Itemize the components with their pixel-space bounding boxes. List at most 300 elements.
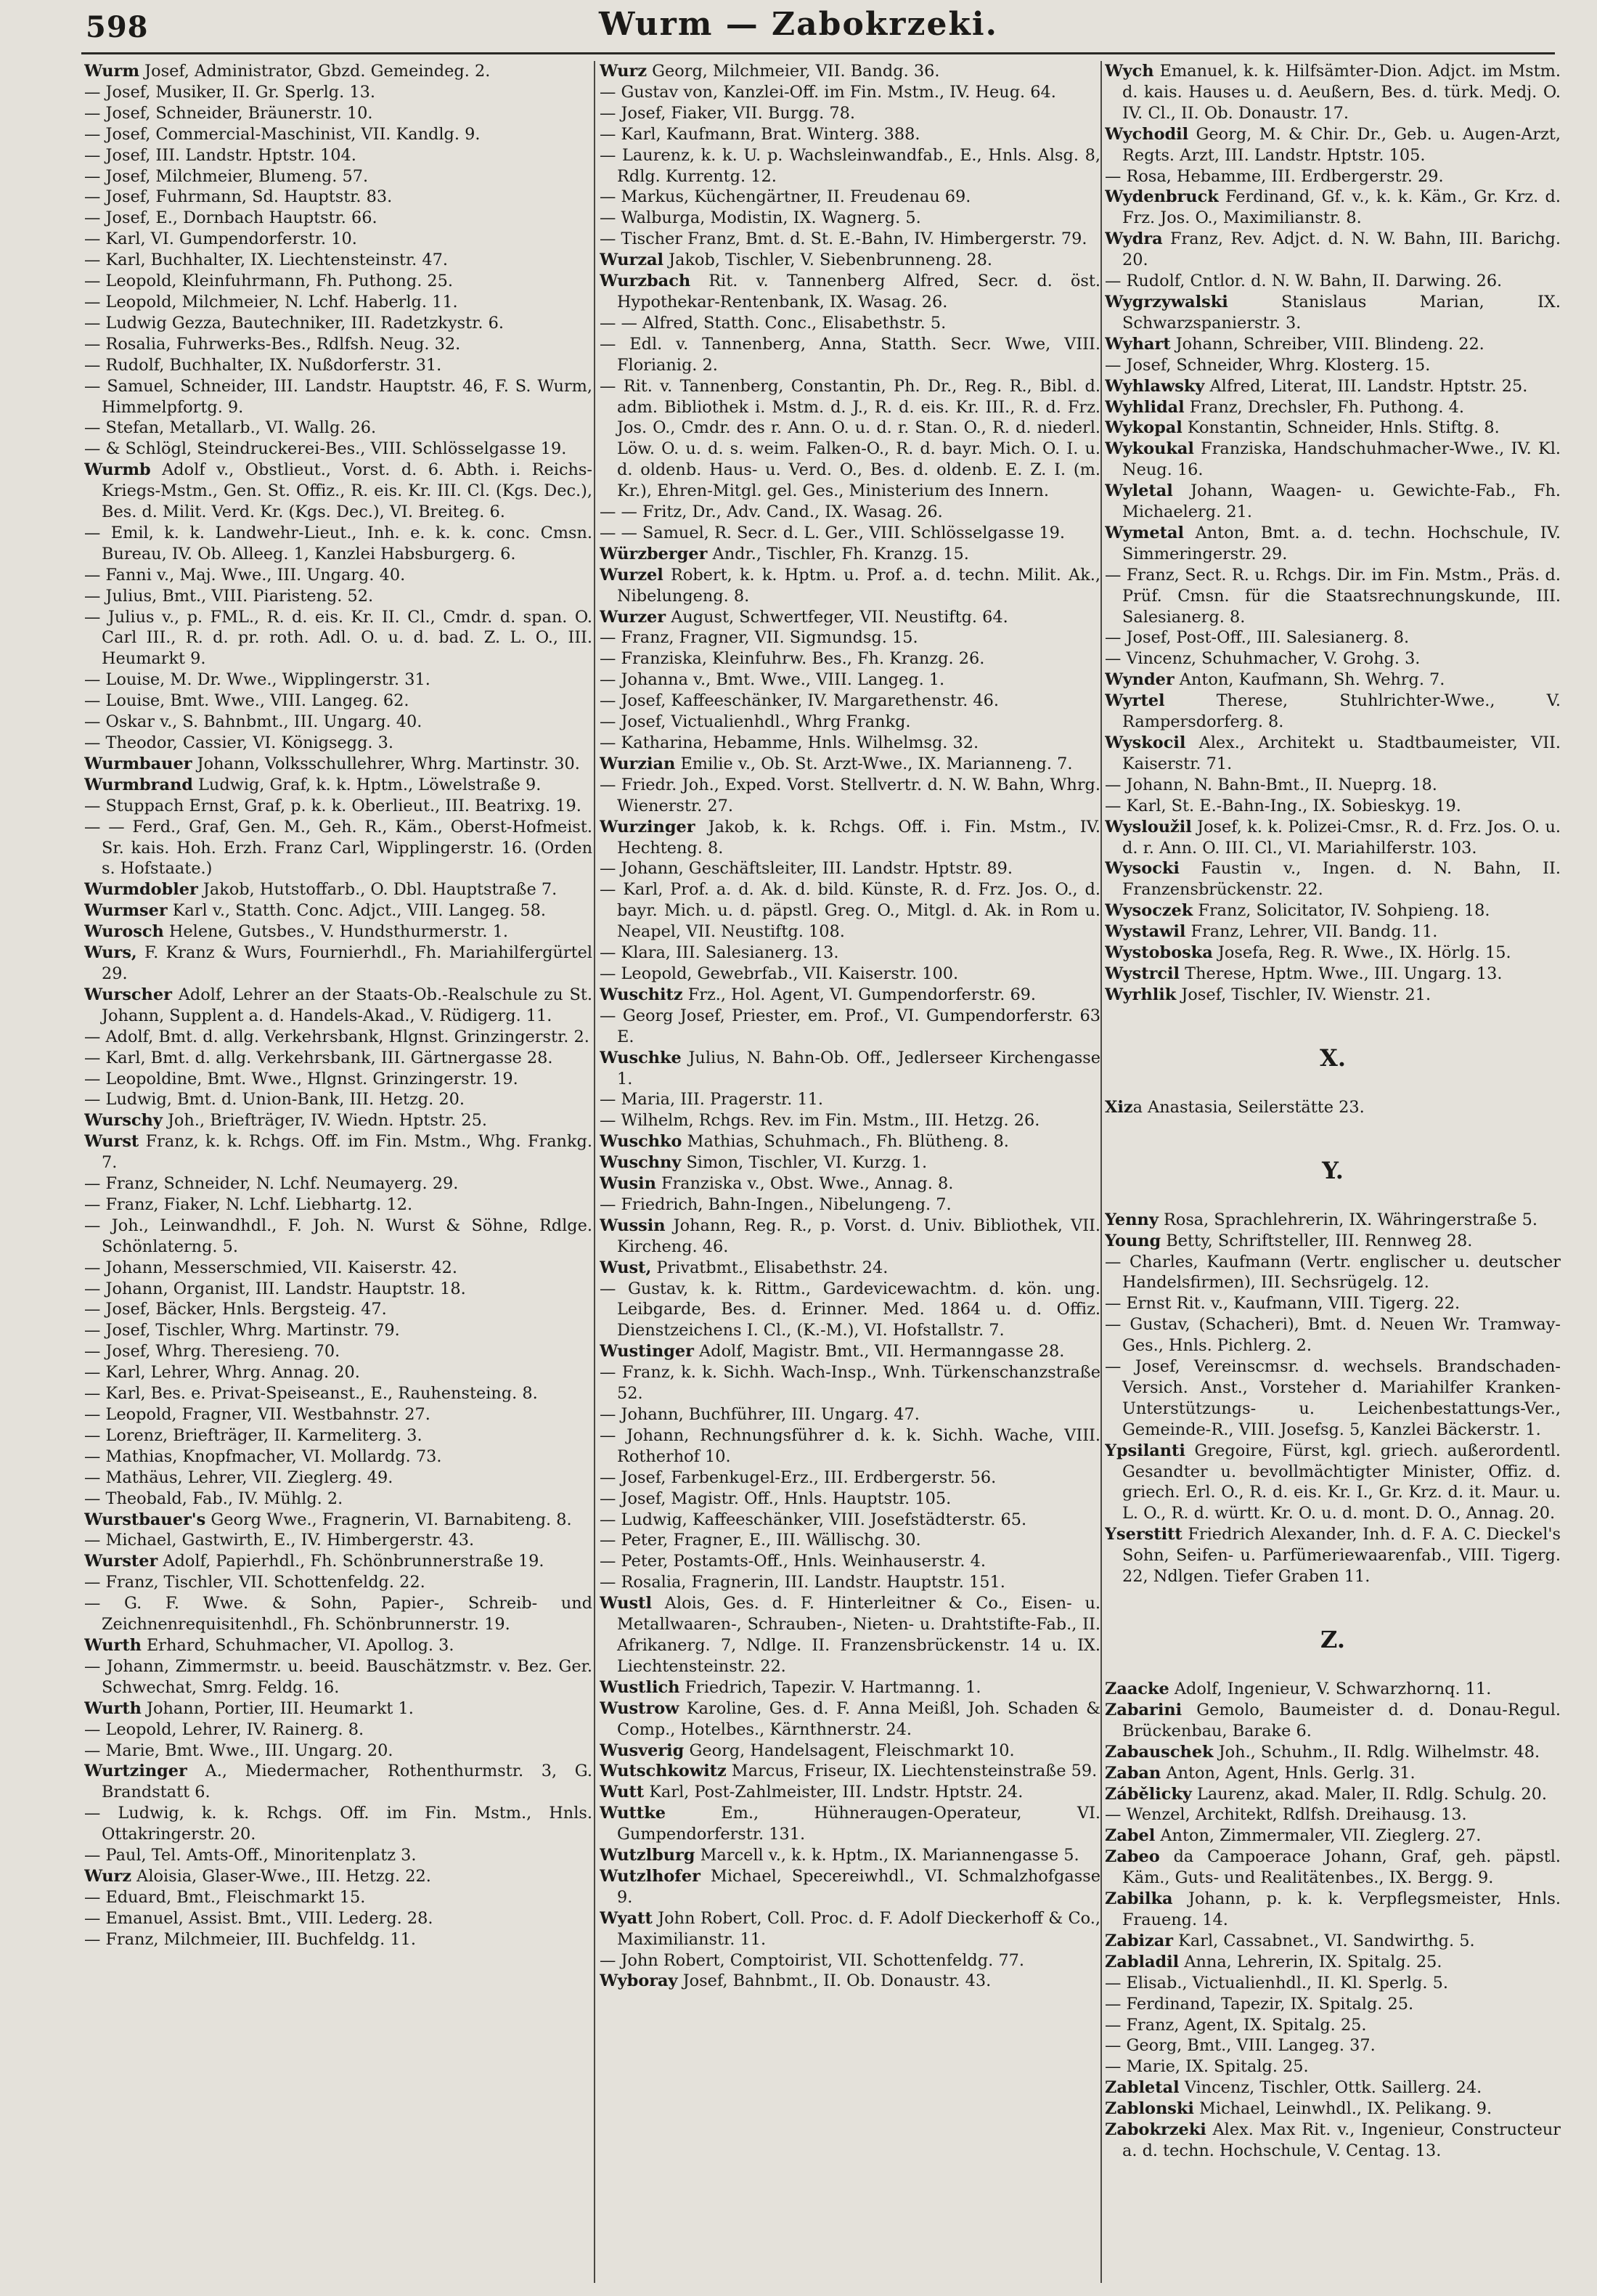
entry-text: — Wilhelm, Rchgs. Rev. im Fin. Mstm., III. Hetzg. 26.	[600, 1111, 1040, 1131]
directory-entry	[600, 1006, 1100, 1048]
directory-entry	[600, 1845, 1100, 1866]
entry-text: — Charles, Kaufmann (Vertr. englischer u. deutscher Handelsfirmen), III. Sechsrügelg. 12.	[1105, 1252, 1561, 1292]
entry-surname: Zábělicky	[1105, 1784, 1192, 1804]
directory-entry	[600, 1908, 1100, 1950]
directory-entry	[600, 1971, 1100, 1992]
entry-text: — Adolf, Bmt. d. allg. Verkehrsbank, Hlgnst. Grinzingerstr. 2.	[84, 1027, 589, 1046]
directory-entry	[84, 103, 592, 124]
entry-text: — Gustav von, Kanzlei-Off. im Fin. Mstm., IV. Heug. 64.	[600, 82, 1056, 102]
entry-text: Aloisia, Glaser-Wwe., III. Hetzg. 22.	[131, 1866, 431, 1886]
directory-entry	[1105, 418, 1561, 439]
entry-surname: Wurschy	[84, 1111, 163, 1131]
entry-text: Franz, Solicitator, IV. Sohpieng. 18.	[1193, 901, 1490, 921]
entry-text: — Theodor, Cassier, VI. Königsegg. 3.	[84, 733, 394, 752]
entry-surname: Wurs,	[84, 943, 137, 963]
directory-entry	[600, 1741, 1100, 1762]
entry-text: Friedrich, Tapezir. V. Hartmanng. 1.	[679, 1677, 981, 1697]
entry-text: Privatbmt., Elisabethstr. 24.	[651, 1258, 889, 1277]
entry-text: Anton, Agent, Hnls. Gerlg. 31.	[1161, 1763, 1416, 1783]
entry-text: Georg Wwe., Fragnerin, VI. Barnabiteng. 8.	[205, 1510, 572, 1529]
directory-entry	[600, 523, 1100, 544]
entry-text: — Josef, E., Dornbach Hauptstr. 66.	[84, 208, 377, 228]
directory-entry	[600, 1803, 1100, 1845]
entry-text: Josef, k. k. Polizei-Cmsr., R. d. Frz. Jos. O. u. d. r. Ann. O. III. Cl., VI. Mariahilferstr. 103.	[1122, 817, 1561, 858]
entry-text: — Stefan, Metallarb., VI. Wallg. 26.	[84, 418, 377, 438]
entry-text: — Franz, k. k. Sichh. Wach-Insp., Wnh. Türkenschanzstraße 52.	[600, 1363, 1100, 1404]
entry-text: — Fanni v., Maj. Wwe., III. Ungarg. 40.	[84, 565, 406, 585]
entry-surname: Wykopal	[1105, 418, 1183, 438]
entry-text: Anton, Kaufmann, Sh. Wehrg. 7.	[1174, 670, 1445, 690]
entry-text: — Oskar v., S. Bahnbmt., III. Ungarg. 40.	[84, 712, 422, 732]
directory-entry	[1105, 1097, 1561, 1118]
header-rule	[81, 52, 1555, 54]
entry-text: — Lorenz, Briefträger, II. Karmeliterg. 3.	[84, 1425, 422, 1445]
directory-entry	[84, 607, 592, 670]
entry-surname: Xiz	[1105, 1097, 1133, 1117]
directory-entry	[84, 61, 592, 82]
directory-entry	[600, 502, 1100, 523]
entry-text: Franz, Lehrer, VII. Bandg. 11.	[1185, 922, 1438, 942]
directory-entry	[1105, 1700, 1561, 1742]
entry-text: — Klara, III. Salesianerg. 13.	[600, 943, 839, 963]
entry-text: — Gustav, (Schacheri), Bmt. d. Neuen Wr. Tramway-Ges., Hnls. Pichlerg. 2.	[1105, 1315, 1561, 1356]
directory-entry	[600, 103, 1100, 124]
entry-text: — Karl, St. E.-Bahn-Ing., IX. Sobieskyg. 19.	[1105, 796, 1461, 815]
entry-text: Michael, Specereiwhdl., VI. Schmalzhofgasse 9.	[617, 1866, 1100, 1907]
entry-surname: Wydenbruck	[1105, 187, 1219, 207]
directory-entry	[84, 565, 592, 586]
entry-surname: Wurth	[84, 1698, 142, 1718]
entry-text: — Ludwig Gezza, Bautechniker, III. Radetzkystr. 6.	[84, 313, 504, 333]
directory-entry	[84, 1467, 592, 1489]
directory-entry	[84, 1258, 592, 1279]
entry-text: — Josef, Victualienhdl., Whrg Frankg.	[600, 712, 911, 732]
entry-surname: Zabletal	[1105, 2078, 1180, 2098]
directory-entry	[600, 1489, 1100, 1510]
entry-text: — Edl. v. Tannenberg, Anna, Statth. Secr. Wwe, VIII. Florianig. 2.	[600, 334, 1100, 375]
directory-entry	[84, 1887, 592, 1908]
entry-surname: Wurzer	[600, 607, 666, 627]
entry-text: Johann, Waagen- u. Gewichte-Fab., Fh. Michaelerg. 21.	[1122, 481, 1561, 522]
directory-entry	[1105, 817, 1561, 859]
entry-surname: Zabauschek	[1105, 1742, 1214, 1762]
directory-entry	[84, 1279, 592, 1300]
entry-surname: Wysloužil	[1105, 817, 1192, 836]
directory-entry	[84, 1489, 592, 1510]
entry-surname: Wurmdobler	[84, 880, 198, 900]
section-letter: Z.	[1320, 1626, 1345, 1653]
entry-surname: Wustinger	[600, 1342, 694, 1361]
entry-text: — Louise, Bmt. Wwe., VIII. Langeg. 62.	[84, 691, 409, 711]
entry-surname: Yenny	[1105, 1210, 1159, 1229]
entry-surname: Wustlich	[600, 1677, 680, 1697]
entry-surname: Zablonski	[1105, 2099, 1194, 2119]
entry-text: Erhard, Schuhmacher, VI. Apollog. 3.	[141, 1635, 454, 1655]
directory-entry	[84, 355, 592, 376]
directory-entry	[600, 1258, 1100, 1279]
entry-text: — Rosalia, Fragnerin, III. Landstr. Hauptstr. 151.	[600, 1573, 1005, 1592]
entry-text: Johann, Schreiber, VIII. Blindeng. 22.	[1170, 334, 1484, 354]
directory-entry	[600, 648, 1100, 669]
directory-entry	[600, 627, 1100, 648]
entry-text: Rit. v. Tannenberg Alfred, Secr. d. öst. Hypothekar-Rentenbank, IX. Wasag. 26.	[617, 272, 1100, 312]
directory-entry	[84, 145, 592, 166]
directory-entry	[1105, 627, 1561, 648]
entry-text: — Markus, Küchengärtner, II. Freudenau 69.	[600, 187, 971, 207]
directory-entry	[600, 1131, 1100, 1152]
entry-text: — Franz, Sect. R. u. Rchgs. Dir. im Fin. Mstm., Präs. d. Prüf. Cmsn. für die Staatsrechnungskunde, III. Salesianerg. 8.	[1105, 565, 1561, 627]
entry-text: — Karl, Buchhalter, IX. Liechtensteinstr. 47.	[84, 251, 448, 270]
entry-text: — Franz, Fiaker, N. Lchf. Liebhartg. 12.	[84, 1194, 413, 1214]
entry-text: Alex. Max Rit. v., Ingenieur, Constructeur a. d. techn. Hochschule, V. Centag. 13.	[1122, 2120, 1561, 2160]
entry-text: Jakob, k. k. Rchgs. Off. i. Fin. Mstm., IV. Hechteng. 8.	[617, 817, 1100, 858]
directory-entry	[600, 669, 1100, 691]
directory-entry	[84, 1510, 592, 1531]
directory-entry	[600, 208, 1100, 229]
directory-entry	[1105, 61, 1561, 124]
entry-text: Georg, Milchmeier, VII. Bandg. 36.	[647, 62, 940, 81]
directory-entry	[1105, 523, 1561, 565]
entry-text: — Ernst Rit. v., Kaufmann, VIII. Tigerg. 22.	[1105, 1294, 1461, 1314]
directory-entry	[1105, 2035, 1561, 2056]
directory-entry	[1105, 2056, 1561, 2077]
directory-entry	[600, 187, 1100, 208]
directory-entry	[600, 1782, 1100, 1803]
entry-surname: Wyhart	[1105, 334, 1171, 354]
directory-entry	[84, 1341, 592, 1362]
directory-entry	[1105, 1931, 1561, 1952]
directory-entry	[600, 1510, 1100, 1531]
entry-text: — Johanna v., Bmt. Wwe., VIII. Langeg. 1.	[600, 670, 945, 690]
entry-text: Johann, Portier, III. Heumarkt 1.	[141, 1698, 414, 1718]
entry-text: — Leopold, Milchmeier, N. Lchf. Haberlg. 11.	[84, 292, 458, 312]
entry-surname: Wurth	[84, 1635, 142, 1655]
directory-entry	[84, 879, 592, 900]
entry-text: Andr., Tischler, Fh. Kranzg. 15.	[707, 544, 969, 563]
entry-text: Karl v., Statth. Conc. Adjct., VIII. Langeg. 58.	[167, 901, 546, 921]
directory-entry	[1105, 1804, 1561, 1825]
directory-entry	[84, 1425, 592, 1446]
entry-text: — Peter, Postamts-Off., Hnls. Weinhauserstr. 4.	[600, 1552, 986, 1571]
entry-surname: Wystoboska	[1105, 943, 1213, 963]
directory-entry	[1105, 187, 1561, 229]
entry-text: Friedrich Alexander, Inh. d. F. A. C. Dieckel's Sohn, Seifen- u. Parfümeriewaarenfab., VIII. Tigerg. 22, Ndlgen. Tiefer Graben 11.	[1122, 1525, 1561, 1587]
entry-text: — Vincenz, Schuhmacher, V. Grohg. 3.	[1105, 649, 1421, 669]
entry-text: Helene, Gutsbes., V. Hundsthurmerstr. 1.	[163, 922, 508, 942]
directory-entry	[600, 1677, 1100, 1698]
entry-text: — Mathäus, Lehrer, VII. Zieglerg. 49.	[84, 1467, 393, 1487]
entry-text: Franziska, Handschuhmacher-Wwe., IV. Kl. Neug. 16.	[1122, 439, 1561, 480]
entry-text: — — Ferd., Graf, Gen. M., Geh. R., Käm., Oberst-Hofmeist. Sr. kais. Hoh. Erzh. Franz Carl, Wipplingerstr. 16. (Orden s. Hofstaate.)	[84, 817, 592, 879]
entry-text: Franziska v., Obst. Wwe., Annag. 8.	[655, 1174, 954, 1194]
directory-entry	[84, 1048, 592, 1069]
directory-entry	[84, 1320, 592, 1341]
entry-text: — Laurenz, k. k. U. p. Wachsleinwandfab., E., Hnls. Alsg. 8, Rdlg. Kurrentg. 12.	[600, 145, 1100, 186]
entry-text: Marcus, Friseur, IX. Liechtensteinstraße 59.	[726, 1762, 1098, 1781]
entry-text: — Leopold, Gewebrfab., VII. Kaiserstr. 100.	[600, 964, 959, 983]
entry-text: Joh., Schuhm., II. Rdlg. Wilhelmstr. 48.	[1213, 1742, 1540, 1762]
directory-entry	[600, 1698, 1100, 1741]
entry-text: — Johann, Geschäftsleiter, III. Landstr. Hptstr. 89.	[600, 859, 1013, 879]
entry-text: — Paul, Tel. Amts-Off., Minoritenplatz 3.	[84, 1846, 417, 1865]
directory-entry	[84, 586, 592, 607]
entry-text: — Josef, Schneider, Bräunerstr. 10.	[84, 103, 373, 123]
directory-entry	[1105, 1763, 1561, 1784]
entry-text: — Rudolf, Cntlor. d. N. W. Bahn, II. Darwing. 26.	[1105, 272, 1503, 291]
entry-surname: Wymetal	[1105, 523, 1184, 542]
entry-surname: Wusverig	[600, 1741, 685, 1760]
directory-entry	[84, 166, 592, 187]
entry-surname: Wutt	[600, 1783, 645, 1802]
entry-surname: Wurtzinger	[84, 1762, 187, 1781]
entry-surname: Wurst	[84, 1132, 139, 1152]
entry-text: Ludwig, Graf, k. k. Hptm., Löwelstraße 9.	[192, 775, 542, 794]
directory-entry	[600, 1341, 1100, 1362]
entry-text: Josef, Bahnbmt., II. Ob. Donaustr. 43.	[677, 1971, 992, 1991]
directory-entry	[600, 691, 1100, 712]
entry-surname: Zabilka	[1105, 1889, 1173, 1909]
entry-text: — Leopold, Lehrer, IV. Rainerg. 8.	[84, 1719, 364, 1739]
entry-text: — Johann, Rechnungsführer d. k. k. Sichh. Wache, VIII. Rotherhof 10.	[600, 1425, 1100, 1466]
entry-text: — Eduard, Bmt., Fleischmarkt 15.	[84, 1887, 366, 1907]
directory-entry	[1105, 1973, 1561, 1994]
directory-entry	[84, 1069, 592, 1090]
directory-entry	[84, 1530, 592, 1551]
directory-entry	[600, 1216, 1100, 1258]
directory-entry	[84, 669, 592, 691]
entry-text: — Josef, Magistr. Off., Hnls. Hauptstr. 105.	[600, 1489, 952, 1508]
directory-entry	[84, 1027, 592, 1048]
entry-text: — Mathias, Knopfmacher, VI. Mollardg. 73.	[84, 1446, 442, 1466]
entry-text: John Robert, Coll. Proc. d. F. Adolf Dieckerhoff & Co., Maximilianstr. 11.	[617, 1908, 1100, 1949]
directory-entry	[1105, 1679, 1561, 1700]
directory-entry	[1105, 964, 1561, 985]
entry-text: Josef, Administrator, Gbzd. Gemeindeg. 2.	[139, 62, 491, 81]
directory-entry	[600, 376, 1100, 502]
entry-text: — Marie, IX. Spitalg. 25.	[1105, 2057, 1309, 2077]
directory-entry	[84, 985, 592, 1027]
directory-entry	[84, 418, 592, 439]
entry-surname: Zabel	[1105, 1826, 1156, 1846]
entry-text: — Rit. v. Tannenberg, Constantin, Ph. Dr., Reg. R., Bibl. d. adm. Bibliothek i. Mstm. d. J., R. d. eis. Kr. III., R. d. Frz. Jos. O., Cmdr. des r. Ann. O. u. d. r. Stan. O., R. d. niederl. Löw. O. u. d. s. weim. Falken-O., R. d. bayr. Mich. O. I. u. d. oldenb. Haus- u. Verd. O., Bes. d. oldenb. E. Z. I. (m. Kr.), Ehren-Mitgl. gel. Ges., Ministerium des Innern.	[600, 376, 1100, 501]
directory-entry	[1105, 733, 1561, 775]
directory-entry	[84, 1635, 592, 1656]
entry-surname: Wustrow	[600, 1698, 679, 1718]
entry-text: — Joh., Leinwandhdl., F. Joh. N. Wurst & Söhne, Rdlge. Schönlaterng. 5.	[84, 1216, 592, 1256]
directory-entry	[84, 313, 592, 334]
entry-text: — Franz, Fragner, VII. Sigmundsg. 15.	[600, 628, 918, 648]
section-letter: X.	[1320, 1043, 1346, 1072]
entry-text: a Anastasia, Seilerstätte 23.	[1132, 1097, 1365, 1117]
entry-text: — Josef, Tischler, Whrg. Martinstr. 79.	[84, 1321, 400, 1340]
entry-surname: Wystawil	[1105, 922, 1186, 942]
entry-surname: Wurmser	[84, 901, 168, 921]
entry-surname: Wurmb	[84, 460, 151, 480]
entry-text: Josefa, Reg. R. Wwe., IX. Hörlg. 15.	[1212, 943, 1511, 963]
directory-entry	[84, 292, 592, 313]
entry-surname: Wynder	[1105, 670, 1175, 690]
directory-entry	[84, 943, 592, 985]
directory-entry	[1105, 1524, 1561, 1587]
entry-surname: Wurzian	[600, 754, 676, 773]
entry-surname: Wutschkowitz	[600, 1762, 727, 1781]
directory-entry	[84, 1656, 592, 1698]
directory-entry	[1105, 397, 1561, 418]
directory-entry	[1105, 1356, 1561, 1441]
entry-text: Konstantin, Schneider, Hnls. Stiftg. 8.	[1182, 418, 1500, 438]
entry-text: — Josef, Vereinscmsr. d. wechsels. Brandschaden-Versich. Anst., Vorsteher d. Mariahilfer Kranken-Unterstützungs- u. Leichenbestattungs-Ver., Gemeinde-R., VIII. Josefsg. 5, Kanzlei Bäckerstr. 1.	[1105, 1357, 1561, 1439]
entry-surname: Wurzinger	[600, 817, 695, 836]
entry-text: — Franz, Milchmeier, III. Buchfeldg. 11.	[84, 1929, 416, 1949]
directory-entry	[84, 733, 592, 754]
directory-entry	[84, 1131, 592, 1173]
entry-text: — Josef, Post-Off., III. Salesianerg. 8.	[1105, 628, 1410, 648]
directory-entry	[600, 82, 1100, 103]
directory-entry	[84, 460, 592, 523]
directory-entry	[600, 1404, 1100, 1425]
entry-text: — Karl, Kaufmann, Brat. Winterg. 388.	[600, 124, 920, 144]
directory-entry	[84, 921, 592, 943]
directory-entry	[1105, 481, 1561, 523]
directory-entry	[600, 1152, 1100, 1173]
entry-text: Johann, p. k. k. Verpflegsmeister, Hnls. Fraueng. 14.	[1122, 1889, 1561, 1929]
entry-text: — Marie, Bmt. Wwe., III. Ungarg. 20.	[84, 1741, 393, 1760]
entry-surname: Yserstitt	[1105, 1525, 1183, 1544]
entry-text: — G. F. Wwe. & Sohn, Papier-, Schreib- und Zeichnenrequisitenhdl., Fh. Schönbrunnerstr. 19.	[84, 1594, 592, 1635]
entry-text: Ferdinand, Gf. v., k. k. Käm., Gr. Krz. d. Frz. Jos. O., Maximilianstr. 8.	[1122, 187, 1561, 228]
directory-entry	[84, 439, 592, 460]
directory-entry	[600, 1048, 1100, 1090]
directory-entry	[1105, 921, 1561, 943]
section-letter: Y.	[1322, 1156, 1344, 1184]
entry-text: — Josef, Bäcker, Hnls. Bergsteig. 47.	[84, 1300, 387, 1319]
directory-entry	[1105, 1441, 1561, 1525]
entry-text: — Josef, Fuhrmann, Sd. Hauptstr. 83.	[84, 187, 393, 207]
entry-text: Marcell v., k. k. Hptm., IX. Mariannengasse 5.	[695, 1846, 1079, 1865]
entry-text: Adolf, Papierhdl., Fh. Schönbrunnerstraße 19.	[158, 1552, 544, 1571]
directory-entry	[1105, 1994, 1561, 2015]
entry-text: — Josef, Farbenkugel-Erz., III. Erdbergerstr. 56.	[600, 1467, 997, 1487]
entry-text: — Karl, Bes. e. Privat-Speiseanst., E., Rauhensteing. 8.	[84, 1384, 538, 1404]
directory-entry	[600, 1467, 1100, 1489]
entry-surname: Zaacke	[1105, 1680, 1169, 1698]
directory-entry	[1105, 985, 1561, 1006]
entry-text: Johann, Reg. R., p. Vorst. d. Univ. Bibliothek, VII. Kircheng. 46.	[617, 1216, 1100, 1256]
entry-text: F. Kranz & Wurs, Fournierhdl., Fh. Mariahilfergürtel 29.	[102, 943, 592, 983]
directory-entry	[1105, 334, 1561, 355]
entry-text: — Johann, Organist, III. Landstr. Hauptstr. 18.	[84, 1279, 466, 1298]
directory-entry	[84, 208, 592, 229]
directory-entry	[84, 1446, 592, 1467]
entry-text: — Stuppach Ernst, Graf, p. k. k. Oberlieut., III. Beatrixg. 19.	[84, 796, 581, 815]
directory-entry	[84, 1866, 592, 1887]
directory-entry	[84, 229, 592, 250]
entry-text: — — Alfred, Statth. Conc., Elisabethstr. 5.	[600, 313, 947, 333]
entry-text: — — Fritz, Dr., Adv. Cand., IX. Wasag. 26.	[600, 502, 943, 522]
entry-text: Betty, Schriftsteller, III. Rennweg 28.	[1161, 1231, 1473, 1250]
entry-text: — Georg Josef, Priester, em. Prof., VI. Gumpendorferstr. 63 E.	[600, 1006, 1100, 1046]
directory-entry	[600, 271, 1100, 313]
entry-text: Franz, Rev. Adjct. d. N. W. Bahn, III. Barichg. 20.	[1122, 229, 1561, 270]
directory-entry	[84, 900, 592, 921]
directory-entry	[600, 229, 1100, 250]
entry-text: Jakob, Hutstoffarb., O. Dbl. Hauptstraße 7.	[197, 880, 557, 900]
entry-surname: Wussin	[600, 1216, 666, 1235]
entry-surname: Wyletal	[1105, 481, 1173, 501]
entry-text: — Karl, Prof. a. d. Ak. d. bild. Künste, R. d. Frz. Jos. O., d. bayr. Mich. u. d. päpstl. Greg. O., Mitgl. d. Ak. in Rom u. Neapel, VII. Neustiftg. 108.	[600, 880, 1100, 942]
entry-text: Jakob, Tischler, V. Siebenbrunneng. 28.	[663, 251, 992, 270]
entry-surname: Wuttke	[600, 1804, 666, 1823]
entry-text: — Leopoldine, Bmt. Wwe., Hlgnst. Grinzingerstr. 19.	[84, 1069, 518, 1088]
column-divider	[1100, 61, 1102, 2283]
directory-entry	[84, 817, 592, 880]
entry-text: — Tischer Franz, Bmt. d. St. E.-Bahn, IV. Himbergerstr. 79.	[600, 229, 1087, 249]
entry-text: Josef, Tischler, IV. Wienstr. 21.	[1176, 985, 1431, 1004]
entry-text: — Josef, Whrg. Theresieng. 70.	[84, 1342, 340, 1361]
directory-entry	[600, 754, 1100, 775]
directory-entry	[1105, 1252, 1561, 1294]
entry-surname: Wusin	[600, 1174, 656, 1194]
directory-entry	[600, 544, 1100, 565]
entry-text: — Walburga, Modistin, IX. Wagnerg. 5.	[600, 208, 921, 228]
directory-entry	[1105, 2077, 1561, 2098]
directory-entry	[600, 1362, 1100, 1404]
directory-entry	[84, 1719, 592, 1741]
directory-entry	[1105, 648, 1561, 669]
entry-text: Laurenz, akad. Maler, II. Rdlg. Schulg. 20.	[1191, 1784, 1547, 1804]
entry-text: — Johann, N. Bahn-Bmt., II. Nueprg. 18.	[1105, 775, 1437, 794]
directory-entry	[600, 607, 1100, 628]
directory-entry	[1105, 1314, 1561, 1356]
entry-surname: Wurmbauer	[84, 754, 192, 773]
directory-entry	[1105, 292, 1561, 334]
directory-entry	[600, 1530, 1100, 1551]
entry-text: — Rosalia, Fuhrwerks-Bes., Rdlfsh. Neug. 32.	[84, 334, 461, 354]
directory-entry	[1105, 271, 1561, 292]
directory-entry	[600, 775, 1100, 817]
entry-text: — Georg, Bmt., VIII. Langeg. 37.	[1105, 2036, 1376, 2056]
directory-entry	[84, 1572, 592, 1593]
entry-text: Gemolo, Baumeister d. d. Donau-Regul. Brückenbau, Barake 6.	[1122, 1700, 1561, 1741]
entry-text: Simon, Tischler, VI. Kurzg. 1.	[681, 1153, 928, 1173]
entry-text: Johann, Volksschullehrer, Whrg. Martinstr. 30.	[192, 754, 580, 773]
directory-column-3	[1105, 61, 1561, 2283]
entry-surname: Wydra	[1105, 229, 1163, 249]
entry-text: — Samuel, Schneider, III. Landstr. Hauptstr. 46, F. S. Wurm, Himmelpfortg. 9.	[84, 376, 592, 417]
entry-surname: Wuschko	[600, 1132, 682, 1152]
directory-entry	[600, 1551, 1100, 1572]
entry-text: Georg, M. & Chir. Dr., Geb. u. Augen-Arzt, Regts. Arzt, III. Landstr. Hptstr. 105.	[1122, 124, 1561, 165]
entry-surname: Wurstbauer's	[84, 1510, 206, 1529]
entry-text: Anton, Bmt. a. d. techn. Hochschule, IV. Simmeringerstr. 29.	[1122, 523, 1561, 563]
entry-text: — Karl, Lehrer, Whrg. Annag. 20.	[84, 1363, 360, 1383]
entry-text: — Franz, Agent, IX. Spitalg. 25.	[1105, 2015, 1367, 2035]
entry-text: Gregoire, Fürst, kgl. griech. außerordentl. Gesandter u. bevollmächtigter Minister, Offiz. d. griech. Erl. O., R. d. eis. Kr. I., Gr. Krz. d. it. Maur. u. L. O., R. d. württ. Kr. O. u. d. mont. D. O., Annag. 20.	[1122, 1441, 1561, 1523]
directory-entry	[600, 1089, 1100, 1110]
entry-text: — Wenzel, Architekt, Rdlfsh. Dreihausg. 13.	[1105, 1805, 1467, 1825]
entry-surname: Wychodil	[1105, 124, 1189, 144]
directory-entry	[1105, 900, 1561, 921]
entry-text: Karoline, Ges. d. F. Anna Meißl, Joh. Schaden & Comp., Hotelbes., Kärnthnerstr. 24.	[617, 1698, 1100, 1739]
directory-entry	[84, 1194, 592, 1216]
directory-entry	[84, 691, 592, 712]
entry-text: — Friedrich, Bahn-Ingen., Nibelungeng. 7.	[600, 1194, 952, 1214]
entry-text: — Gustav, k. k. Rittm., Gardevicewachtm. d. kön. ung. Leibgarde, Bes. d. Erinner. Med. 1864 u. d. Offiz. Dienstzeichens I. Cl., (K.-M.), VI. Hofstallstr. 7.	[600, 1279, 1100, 1340]
entry-text: Julius, N. Bahn-Ob. Off., Jedlerseer Kirchengasse 1.	[617, 1048, 1100, 1088]
directory-entry	[600, 124, 1100, 145]
entry-text: Michael, Leinwhdl., IX. Pelikang. 9.	[1193, 2099, 1492, 2119]
entry-text: Therese, Hptm. Wwe., III. Ungarg. 13.	[1180, 964, 1503, 983]
